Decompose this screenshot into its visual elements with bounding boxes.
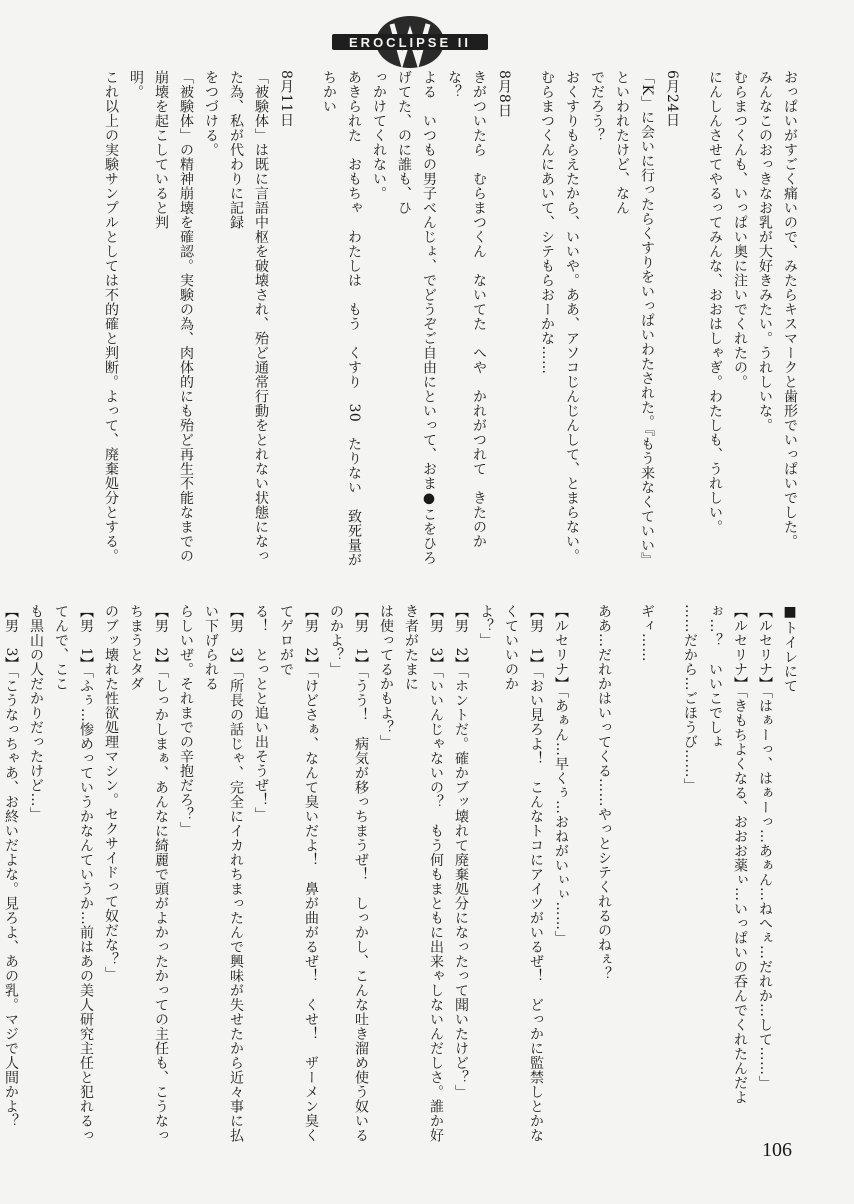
dialogue-line: 【男 1】「おい見ろよ！ こんなトコにアイツがいるぜ！ どっかに監禁しとかなくていいのか bbox=[503, 604, 544, 1143]
dialogue-section bbox=[3, 604, 802, 1144]
dialogue-line: ……だから…ごほうび……」 bbox=[682, 604, 698, 793]
dialogue-line: る！ とっとと追い出そうぜ！」 bbox=[253, 604, 269, 822]
dialogue-line: 【ルセリナ】「はぁーっ、はぁーっ…あぁん…ねへぇ…だれか…して……」 bbox=[757, 604, 773, 1090]
dialogue-line: ああ…だれかはいってくる……やっとシテくれるのねぇ？ bbox=[596, 604, 612, 981]
dialogue-line: 【男 2】「けどさぁ、なんて臭いだよ！ 鼻が曲がるぜ！ くせ！ ザーメン臭くてゲロがで bbox=[278, 604, 319, 1143]
dialogue-line: ギィ…… bbox=[639, 604, 655, 662]
dialogue-line: らしいぜ。それまでの辛抱だろ？」 bbox=[178, 604, 194, 836]
diary-line: 明。 bbox=[128, 70, 144, 99]
diary-line: っかけてくれない。 bbox=[371, 70, 387, 201]
dialogue-line: 【男 3】「こうなっちゃあ、お終いだよな。見ろよ、あの乳。マジで人間かよ？ bbox=[3, 604, 19, 1129]
logo-emblem-icon bbox=[330, 14, 490, 70]
logo-text: EROCLIPSE II bbox=[349, 35, 471, 50]
diary-line: よる いつもの男子べんじょ、でどうぞご自由にといって、おま●こをひろげてた、のに誰も、ひ bbox=[396, 70, 437, 565]
diary-line: 6月24日 bbox=[664, 70, 680, 128]
diary-line: にんしんさせてやるってみんな、おおはしゃぎ。わたしも、うれしい。 bbox=[707, 70, 723, 534]
diary-section bbox=[103, 70, 802, 570]
dialogue-line: よ？」 bbox=[478, 604, 494, 648]
dialogue-line: は使ってるかもよ？」 bbox=[378, 604, 394, 749]
dialogue-line: も黒山の人だかりだったけど…」 bbox=[28, 604, 44, 822]
dialogue-line: ■トイレにて bbox=[782, 604, 798, 693]
diary-line: あきられた おもちゃ わたしは もう くすり 30 たりない 致死量がちかい bbox=[321, 70, 362, 568]
dialogue-line: 【ルセリナ】「あぁん…早くぅ…おねがいぃぃ……」 bbox=[553, 604, 569, 945]
diary-line: おっぱいがすごく痛いので、みたらキスマークと歯形でいっぱいでした。 bbox=[782, 70, 798, 549]
diary-line: むらまつくんも、いっぱい奥に注いでくれたの。 bbox=[732, 70, 748, 389]
dialogue-line: 【男 1】「ふぅ…惨めっていうかなんていうか…前はあの美人研究主任と犯れるってんで、ここ bbox=[53, 604, 94, 1143]
page-number: 106 bbox=[762, 1139, 792, 1161]
eroclipse-logo bbox=[330, 14, 490, 70]
diary-line: 「被験体」の精神崩壊を確認。実験の為、肉体的にも殆ど再生不能なまでの崩壊を起こしていると判 bbox=[153, 70, 194, 563]
diary-line: これ以上の実験サンプルとしては不的確と判断。よって、廃棄処分とする。 bbox=[103, 70, 119, 563]
dialogue-line: 【男 3】「いいんじゃないの？ もう何もまともに出来ゃしないんだしさ。誰か好き者がたまに bbox=[403, 604, 444, 1143]
dialogue-line: 【男 2】「しっかしまぁ、あんなに綺麗で頭がよかったかっての主任も、こうなっちまうとタダ bbox=[128, 604, 169, 1143]
paragraph-gap bbox=[659, 604, 677, 1144]
dialogue-line: のブッ壊れた性欲処理マシン。セクサイドって奴だな？」 bbox=[103, 604, 119, 981]
diary-line: おくすりもらえたから、いいや。ああ、アソコじんじんして、とまらない。 bbox=[564, 70, 580, 563]
paragraph-gap bbox=[684, 70, 702, 570]
diary-line: 「K」に会いに行ったらくすりをいっぱいわたされた。『もう来なくていい』といわれたけど、なん bbox=[614, 70, 655, 567]
diary-line: きがついたら むらまつくん ないてた へや かれがつれて きたのかな？ bbox=[446, 70, 487, 549]
dialogue-line: 【ルセリナ】「きもちよくなる、おおお薬ぃ…いっぱいの呑んでくれたんだよぉ…？ いいこでしょ bbox=[707, 604, 748, 1105]
paragraph-gap bbox=[573, 604, 591, 1144]
dialogue-line: 【男 1】「うう！ 病気が移っちまうぜ！ しっかし、こんな吐き溜め使う奴いるのかよ？」 bbox=[328, 604, 369, 1143]
diary-line: みんなこのおっきなお乳が大好きみたい。うれしいな。 bbox=[757, 70, 773, 433]
diary-line: でだろう？ bbox=[589, 70, 605, 143]
paragraph-gap bbox=[616, 604, 634, 1144]
diary-line: 「被験体」は既に言語中枢を破壊され、殆ど通常行動をとれない状態になった為、私が代わりに記録 bbox=[228, 70, 269, 563]
dialogue-line: 【男 2】「ホントだ。確かブッ壊れて廃棄処分になったって聞いたけど？」 bbox=[453, 604, 469, 1100]
dialogue-line: 【男 3】「所長の話じゃ、完全にイカれちまったんで興味が失せたから近々事に払い下げられる bbox=[203, 604, 244, 1143]
diary-line: むらまつくんにあいて、シテもらおーかな…… bbox=[539, 70, 555, 375]
diary-line: をつづける。 bbox=[203, 70, 219, 157]
paragraph-gap bbox=[516, 70, 534, 570]
paragraph-gap bbox=[298, 70, 316, 570]
diary-line: 8月8日 bbox=[496, 70, 512, 118]
diary-line: 8月11日 bbox=[278, 70, 294, 128]
